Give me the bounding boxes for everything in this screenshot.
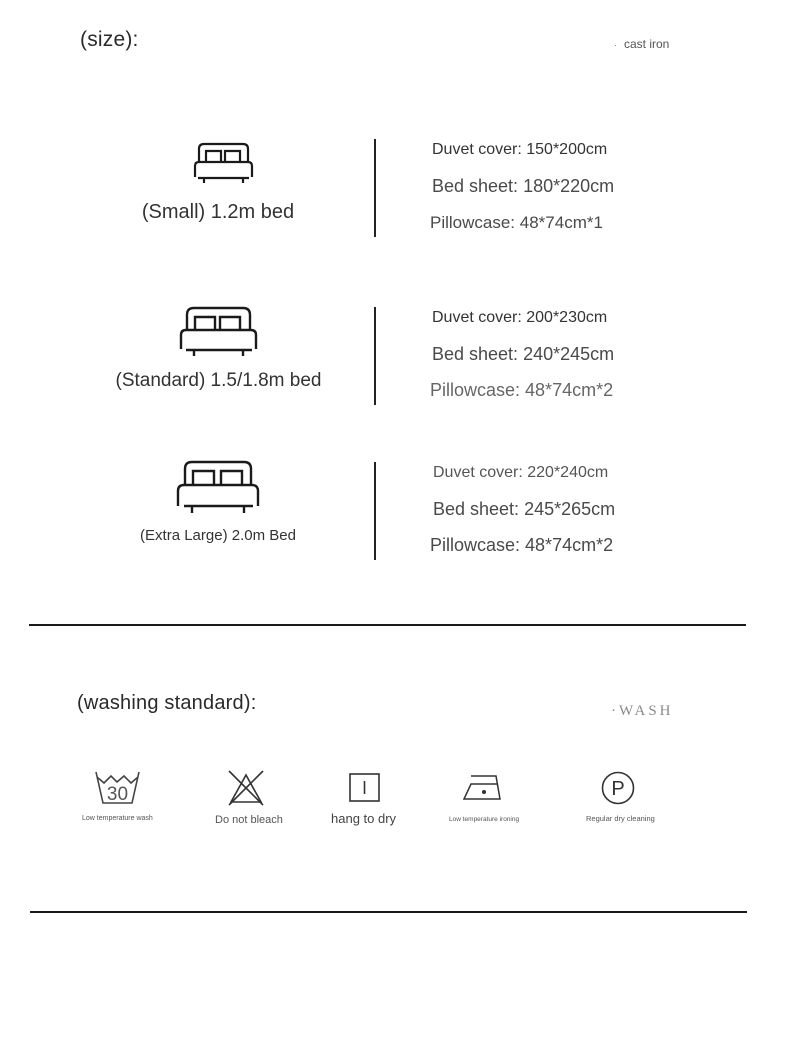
bed-icon bbox=[179, 306, 258, 358]
dry-clean-letter: P bbox=[611, 778, 625, 800]
duvet-cover-spec: Duvet cover: 150*200cm bbox=[432, 141, 608, 158]
wash-label-low-temp: Low temperature wash bbox=[82, 815, 153, 822]
bullet-dot: · bbox=[614, 40, 617, 50]
bed-sheet-spec: Bed sheet: 245*265cm bbox=[433, 499, 616, 519]
hang-dry-icon bbox=[349, 773, 380, 802]
duvet-cover-spec: Duvet cover: 200*230cm bbox=[432, 309, 608, 326]
section-divider bbox=[29, 624, 746, 626]
bed-icon bbox=[176, 460, 260, 515]
wash-label-low-iron: Low temperature ironing bbox=[449, 816, 520, 823]
bed-size-label: (Extra Large) 2.0m Bed bbox=[140, 527, 296, 544]
vertical-divider bbox=[374, 462, 376, 560]
vertical-divider bbox=[374, 139, 376, 237]
wash-tag: ·WASH bbox=[611, 703, 674, 719]
wash-30-icon bbox=[94, 770, 141, 805]
pillowcase-spec: Pillowcase: 48*74cm*2 bbox=[430, 535, 614, 555]
bed-icon bbox=[193, 141, 254, 186]
dry-clean-p-icon bbox=[601, 771, 635, 805]
no-bleach-icon bbox=[227, 769, 265, 807]
bed-size-label: (Small) 1.2m bed bbox=[141, 201, 295, 223]
wash-label-dry-clean: Regular dry cleaning bbox=[586, 814, 655, 823]
wash-temperature: 30 bbox=[106, 784, 129, 805]
bed-sheet-spec: Bed sheet: 180*220cm bbox=[432, 176, 615, 196]
section-divider bbox=[30, 911, 747, 913]
wash-label-hang-dry: hang to dry bbox=[331, 811, 397, 826]
size-section-title: (size): bbox=[80, 28, 139, 51]
low-iron-icon bbox=[462, 774, 502, 801]
duvet-cover-spec: Duvet cover: 220*240cm bbox=[433, 464, 609, 481]
material-tag-label: cast iron bbox=[624, 37, 670, 51]
pillowcase-spec: Pillowcase: 48*74cm*1 bbox=[430, 213, 603, 232]
material-tag bbox=[614, 37, 669, 51]
wash-label-no-bleach: Do not bleach bbox=[215, 814, 283, 826]
vertical-divider bbox=[374, 307, 376, 405]
pillowcase-spec: Pillowcase: 48*74cm*2 bbox=[430, 380, 614, 400]
bed-size-label: (Standard) 1.5/1.8m bed bbox=[115, 370, 322, 391]
bed-sheet-spec: Bed sheet: 240*245cm bbox=[432, 344, 615, 364]
washing-section-title: (washing standard): bbox=[77, 692, 257, 714]
